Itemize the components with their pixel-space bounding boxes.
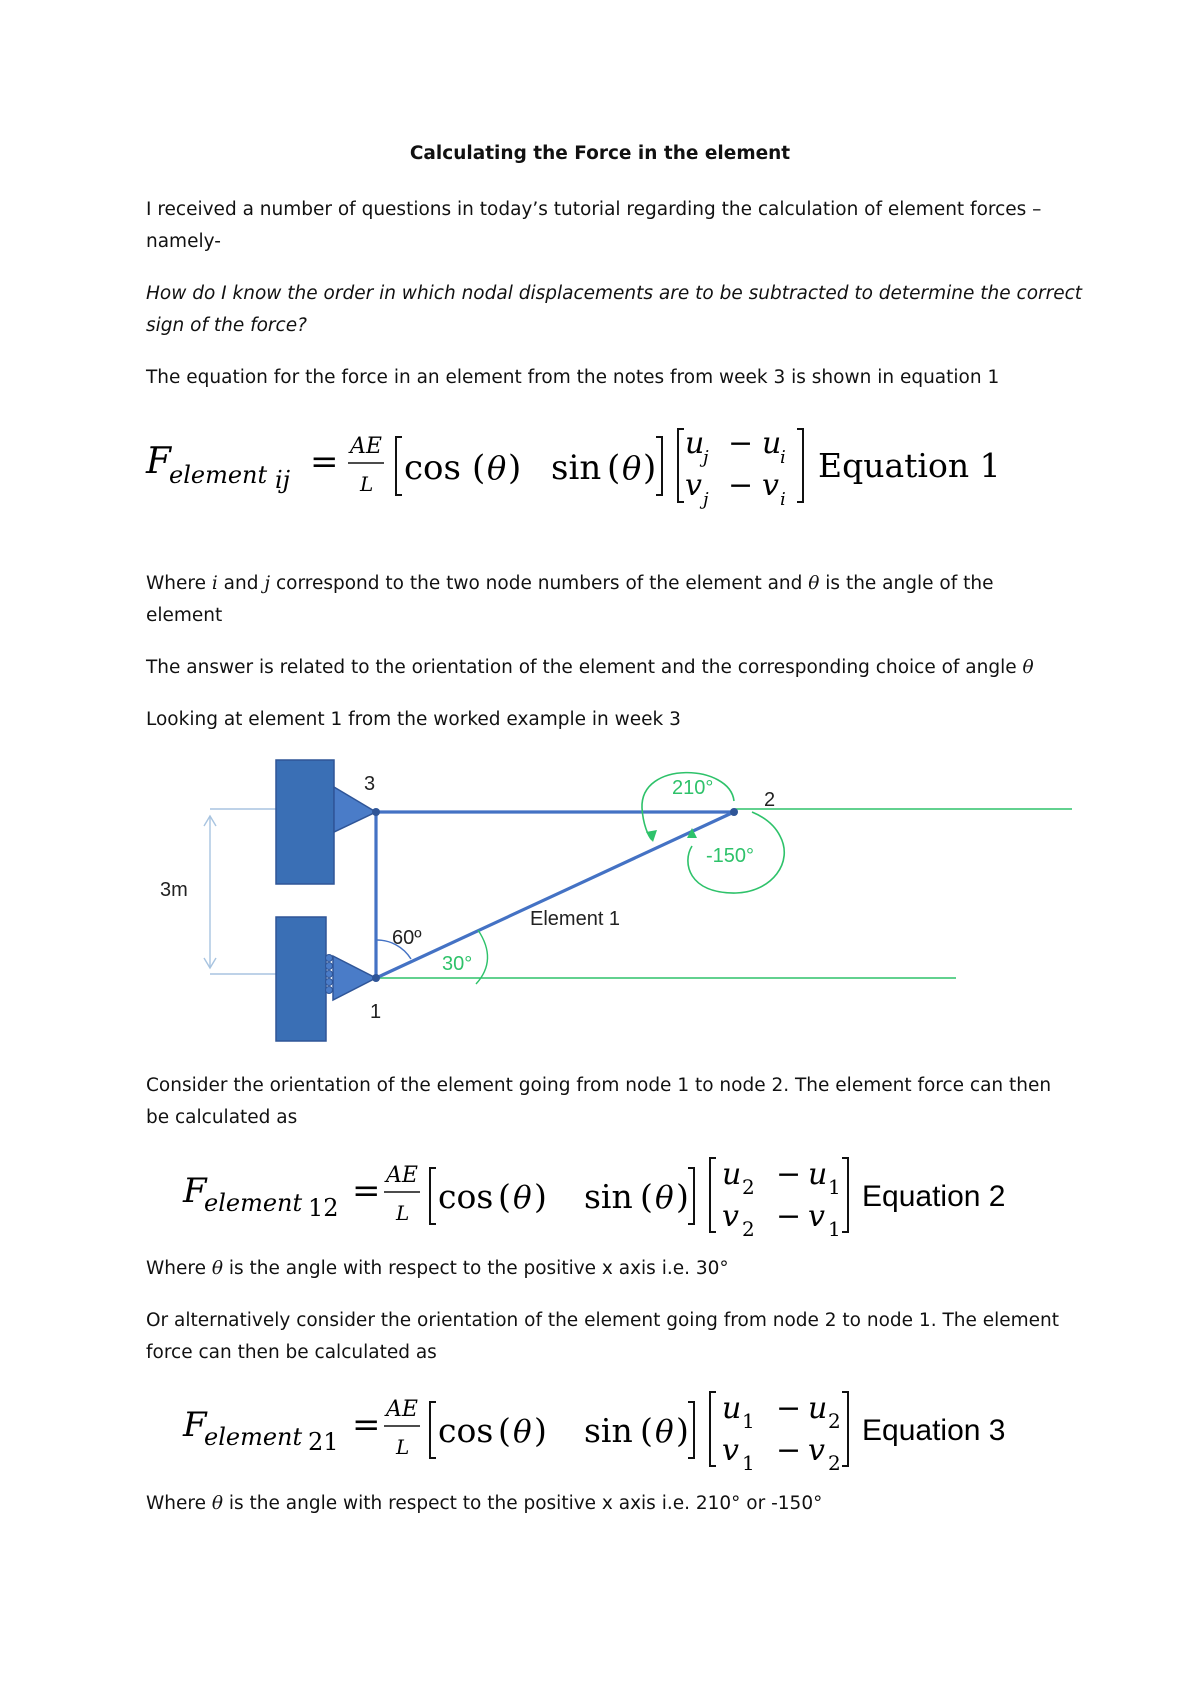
where-1-line-2: element: [146, 605, 223, 626]
svg-text:j: j: [703, 447, 709, 468]
eq1-numerator: AE: [350, 434, 382, 459]
svg-text:u: u: [808, 1391, 828, 1426]
equation-intro: The equation for the force in an element from the notes from week 3 is shown in equation 1: [146, 367, 1000, 388]
svg-text:(: (: [640, 1177, 653, 1216]
angle-neg150-label: -150°: [706, 845, 755, 867]
svg-text:L: L: [396, 1435, 410, 1459]
eq1-denominator: L: [360, 472, 374, 496]
eq2-label: Equation 2: [862, 1180, 1006, 1213]
angle-210-label: 210°: [672, 777, 714, 799]
eq1-sin: sin: [551, 448, 602, 488]
svg-text:j: j: [703, 489, 709, 510]
svg-text:−: −: [728, 426, 754, 461]
or-alt-line-2: force can then be calculated as: [146, 1342, 437, 1363]
eq1-v-i: v: [762, 468, 779, 503]
consider-line-1: Consider the orientation of the element going from node 1 to node 2. The element force can then: [146, 1075, 1052, 1096]
svg-text:v: v: [722, 1199, 739, 1234]
where-3: Where θ is the angle with respect to the positive x axis i.e. 210° or -150°: [146, 1493, 823, 1514]
svg-text:): ): [676, 1177, 689, 1216]
node-3-joint: [372, 808, 380, 816]
eq1-u-j: u: [685, 426, 705, 461]
pin-support-bottom: [333, 956, 376, 1000]
svg-text:(: (: [472, 448, 486, 488]
svg-text:i: i: [780, 447, 786, 468]
svg-text:cos: cos: [438, 1177, 494, 1216]
svg-text:(: (: [498, 1177, 511, 1216]
looking-paragraph: Looking at element 1 from the worked example in week 3: [146, 709, 681, 730]
equation-1: [0, 415, 1200, 525]
svg-text:sin: sin: [584, 1411, 633, 1450]
svg-text:=: =: [352, 1171, 381, 1211]
question-line-1: How do I know the order in which nodal displacements are to be subtracted to determine the correct: [146, 283, 1083, 304]
truss-figure: [0, 740, 1200, 1060]
angle-60-label: 60º: [392, 927, 422, 949]
svg-text:2: 2: [742, 1217, 755, 1241]
element-1-label: Element 1: [530, 908, 621, 930]
node-1-joint: [372, 974, 380, 982]
eq1-theta-a: θ: [487, 449, 507, 487]
element-1: [376, 812, 734, 978]
eq1-u-i: u: [762, 426, 782, 461]
svg-text:v: v: [808, 1433, 825, 1468]
svg-text:(: (: [607, 448, 621, 488]
svg-text:AE: AE: [386, 1397, 418, 1422]
svg-text:1: 1: [828, 1217, 841, 1241]
eq1-label: Equation 1: [818, 446, 1001, 485]
intro-line-2: namely-: [146, 231, 221, 252]
dimension-label: 3m: [160, 879, 188, 901]
svg-text:): ): [534, 1177, 547, 1216]
svg-text:θ: θ: [655, 1180, 674, 1216]
intro-line-1: I received a number of questions in today’s tutorial regarding the calculation of element forces –: [146, 199, 1042, 220]
svg-text:): ): [534, 1411, 547, 1450]
svg-text:v: v: [722, 1433, 739, 1468]
angle-30-arc: [476, 930, 488, 984]
question-line-2: sign of the force?: [146, 315, 307, 336]
answer-paragraph: The answer is related to the orientation of the element and the corresponding choice of angle θ: [146, 657, 1034, 678]
eq3-label: Equation 3: [862, 1414, 1006, 1447]
eq1-F: F: [146, 441, 171, 482]
consider-line-2: be calculated as: [146, 1107, 298, 1128]
svg-text:θ: θ: [513, 1414, 532, 1450]
or-alt-line-1: Or alternatively consider the orientation of the element going from node 2 to node 1. The element: [146, 1310, 1060, 1331]
svg-text:cos: cos: [438, 1411, 494, 1450]
support-top: [276, 760, 334, 884]
svg-text:F: F: [183, 1405, 207, 1445]
svg-text:2: 2: [828, 1409, 841, 1433]
svg-text:−: −: [776, 1433, 802, 1468]
equation-3: [0, 1378, 1200, 1488]
eq1-theta-b: θ: [622, 449, 642, 487]
svg-text:2: 2: [742, 1175, 755, 1199]
svg-text:i: i: [780, 489, 786, 510]
svg-text:θ: θ: [513, 1180, 532, 1216]
node-1-label: 1: [370, 1001, 382, 1023]
svg-text:sin: sin: [584, 1177, 633, 1216]
eq1-subscript: element: [169, 461, 268, 489]
svg-text:): ): [676, 1411, 689, 1450]
node-3-label: 3: [364, 773, 376, 795]
svg-text:2: 2: [828, 1451, 841, 1475]
svg-text:): ): [643, 448, 657, 488]
eq2-sub: 12: [308, 1194, 339, 1222]
svg-text:L: L: [396, 1201, 410, 1225]
svg-text:−: −: [776, 1391, 802, 1426]
svg-text:u: u: [722, 1157, 742, 1192]
svg-text:(: (: [640, 1411, 653, 1450]
svg-text:(: (: [498, 1411, 511, 1450]
eq1-equals: =: [310, 442, 339, 482]
svg-text:AE: AE: [386, 1163, 418, 1188]
node-2-label: 2: [764, 789, 776, 811]
svg-text:v: v: [808, 1199, 825, 1234]
svg-text:1: 1: [742, 1409, 755, 1433]
svg-text:element: element: [204, 1423, 303, 1451]
eq1-sub-ij: ij: [275, 466, 291, 494]
svg-text:u: u: [808, 1157, 828, 1192]
eq1-v-j: v: [685, 468, 702, 503]
svg-text:−: −: [728, 468, 754, 503]
svg-text:): ): [508, 448, 522, 488]
svg-text:F: F: [183, 1171, 207, 1211]
roller-support: [326, 955, 333, 994]
eq1-cos: cos: [404, 448, 461, 488]
svg-text:1: 1: [742, 1451, 755, 1475]
svg-text:u: u: [722, 1391, 742, 1426]
page-title: Calculating the Force in the element: [409, 143, 791, 164]
svg-text:θ: θ: [655, 1414, 674, 1450]
support-bottom: [276, 917, 326, 1041]
angle-30-label: 30°: [442, 953, 473, 975]
svg-text:−: −: [776, 1199, 802, 1234]
svg-text:element: element: [204, 1189, 303, 1217]
svg-text:−: −: [776, 1157, 802, 1192]
node-2-joint: [730, 808, 738, 816]
where-1-line-1: Where i and j correspond to the two node numbers of the element and θ is the angle of the: [146, 573, 994, 594]
eq3-sub: 21: [308, 1428, 339, 1456]
equation-2: [0, 1144, 1200, 1254]
svg-text:1: 1: [828, 1175, 841, 1199]
svg-text:=: =: [352, 1405, 381, 1445]
where-2: Where θ is the angle with respect to the positive x axis i.e. 30°: [146, 1258, 729, 1279]
